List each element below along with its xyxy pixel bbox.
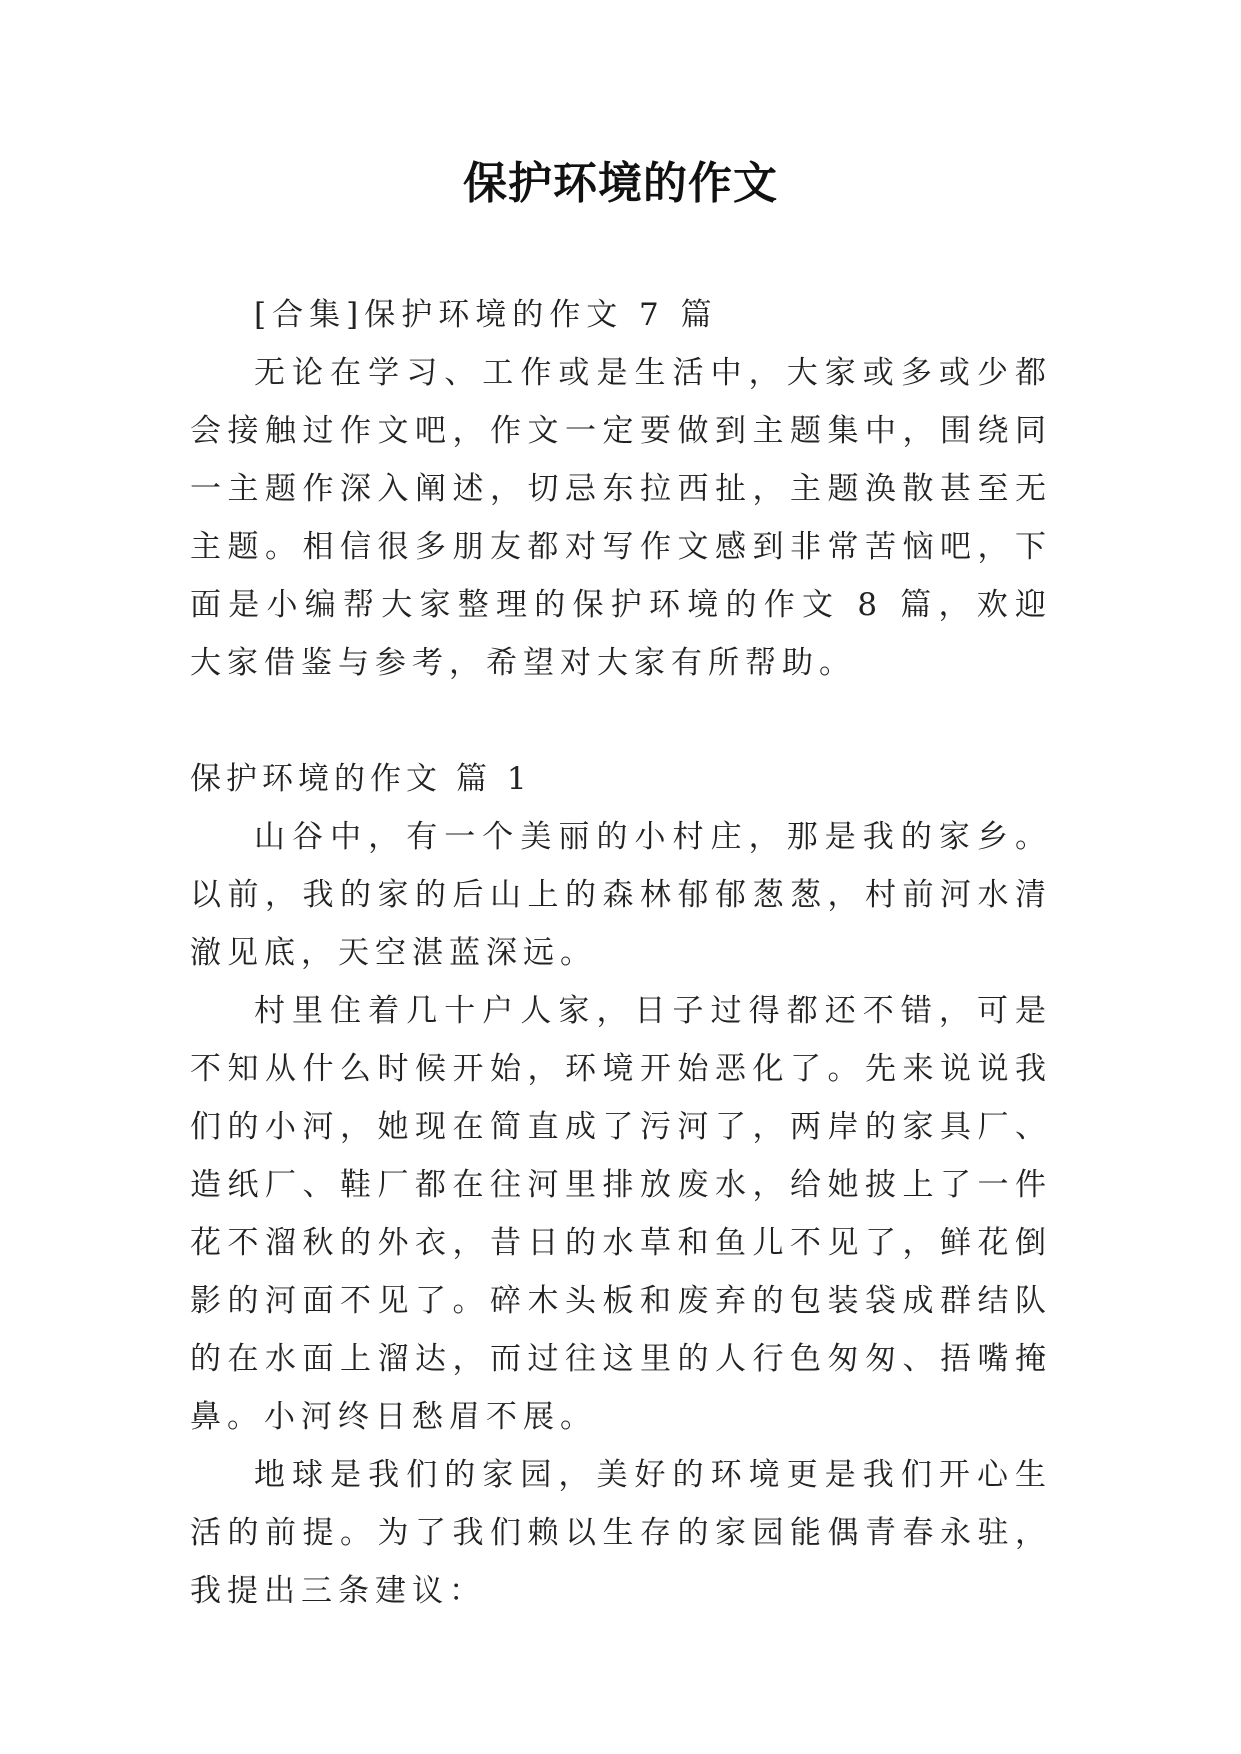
section-number: 篇 1 (456, 761, 532, 797)
paragraph: 地球是我们的家园，美好的环境更是我们开心生活的前提。为了我们赖以生存的家园能偶青春永驻，我提出三条建议： (190, 1457, 1052, 1609)
intro-paragraph: 无论在学习、工作或是生活中，大家或多或少都会接触过作文吧，作文一定要做到主题集中，围绕同一主题作深入阐述，切忌东拉西扯，主题涣散甚至无主题。相信很多朋友都对写作文感到非常苦恼吧，下面是小编帮大家整理的保护环境的作文 8 篇，欢迎大家借鉴与参考，希望对大家有所帮助。 (190, 355, 1052, 681)
document-body (190, 286, 1052, 1620)
paragraph: 山谷中，有一个美丽的小村庄，那是我的家乡。以前，我的家的后山上的森林郁郁葱葱，村前河水清澈见底，天空湛蓝深远。 (190, 819, 1052, 971)
paragraph: 村里住着几十户人家，日子过得都还不错，可是不知从什么时候开始，环境开始恶化了。先来说说我们的小河，她现在简直成了污河了，两岸的家具厂、造纸厂、鞋厂都在往河里排放废水，给她披上了一件花不溜秋的外衣，昔日的水草和鱼儿不见了，鲜花倒影的河面不见了。碎木头板和废弃的包装袋成群结队的在水面上溜达，而过往这里的人行色匆匆、捂嘴掩鼻。小河终日愁眉不展。 (190, 993, 1052, 1435)
page-title: 保护环境的作文 (463, 158, 778, 209)
section-heading-text: 保护环境的作文 (190, 761, 442, 797)
collection-subtitle: [合集]保护环境的作文 7 篇 (254, 297, 718, 333)
section-heading (190, 750, 1052, 808)
